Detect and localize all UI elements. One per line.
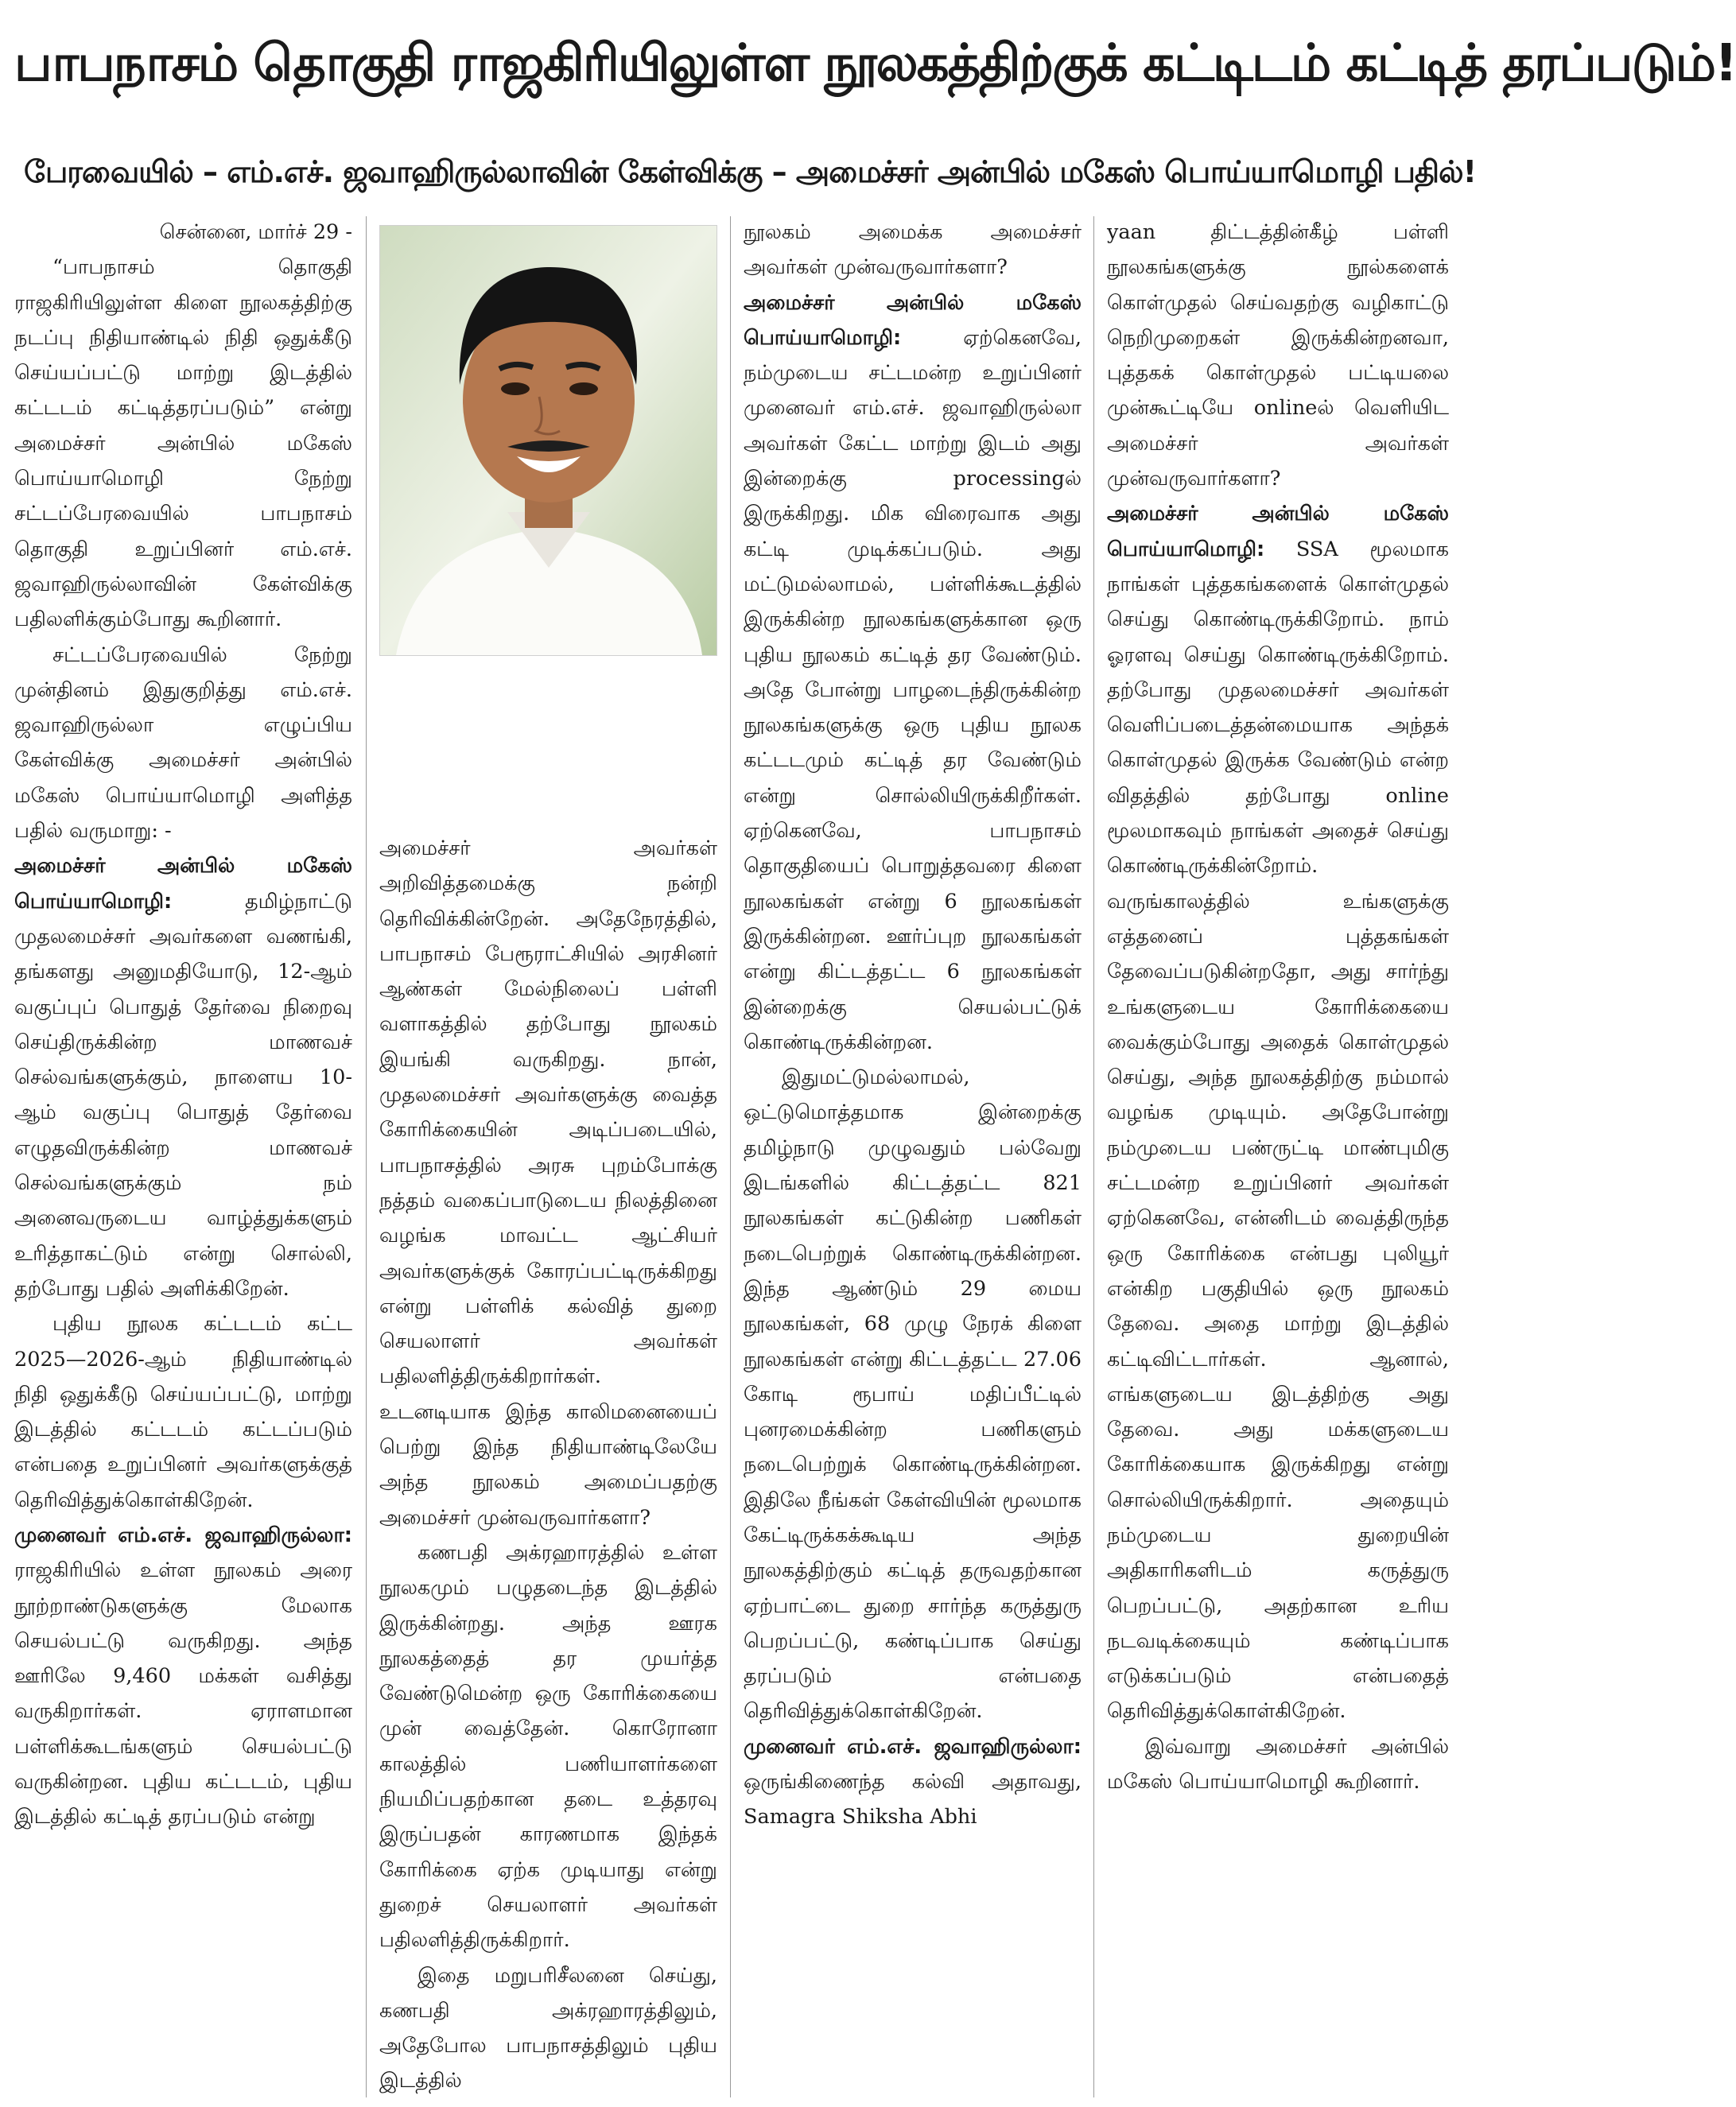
paragraph-text: SSA மூலமாக நாங்கள் புத்தகங்களைக் கொள்முதல் செய்து கொண்டிருக்கிறோம். நாம் ஓரளவு செய்து கொண்டிருக்கிறோம். தற்போது முதலமைச்சர் அவர்கள் வெளிப்படைத்தன்மையாக அந்தக் கொள்முதல் இருக்க வேண்டும் என்ற விதத்தில் தற்போது online மூலமாகவும் நாங்கள் அதைச் செய்து கொண்டிருக்கின்றோம். வருங்காலத்தில் உங்களுக்கு எத்தனைப் புத்தகங்கள் தேவைப்படுகின்றதோ, அது சார்ந்து உங்களுடைய கோரிக்கையை வைக்கும்போது அதைக் கொள்முதல் செய்து, அந்த நூலகத்திற்கு நம்மால் வழங்க முடியும். அதேபோன்று நம்முடைய பண்ருட்டி மாண்புமிகு சட்டமன்ற உறுப்பினர் அவர்கள் ஏற்கெனவே, என்னிடம் வைத்திருந்த ஒரு கோரிக்கை என்பது புலியூர் என்கிற பகுதியில் ஒரு நூலகம் தேவை. அதை மாற்று இடத்தில் கட்டிவிட்டார்கள். ஆனால், எங்களுடைய இடத்திற்கு அது தேவை. அது மக்களுடைய கோரிக்கையாக இருக்கிறது என்று சொல்லியிருக்கிறார். அதையும் நம்முடைய துறையின் அதிகாரிகளிடம் கருத்துரு பெறப்பட்டு, அதற்கான உரிய நடவடிக்கையும் கண்டிப்பாக எடுக்கப்படும் என்பதைத் தெரிவித்துக்கொள்கிறேன். xyxy=(1107,537,1449,1724)
paragraph: yaan திட்டத்தின்கீழ் பள்ளி நூலகங்களுக்கு நூல்களைக் கொள்முதல் செய்வதற்கு வழிகாட்டு நெறிமுறைகள் இருக்கின்றனவா, புத்தகக் கொள்முதல் பட்டியலை முன்கூட்டியே onlineல் வெளியிட அமைச்சர் அவர்கள் முன்வருவார்களா? xyxy=(1107,220,1449,491)
paragraph xyxy=(744,285,1082,1061)
headline: பாபநாசம் தொகுதி ராஜகிரியிலுள்ள நூலகத்திற்குக் கட்டிடம் கட்டித் தரப்படும்! xyxy=(14,34,1736,93)
speaker-label: அமைச்சர் அன்பில் மகேஸ் பொய்யாமொழி: xyxy=(1107,502,1449,561)
paragraph: இதுமட்டுமல்லாமல், ஒட்டுமொத்தமாக இன்றைக்கு தமிழ்நாடு முழுவதும் பல்வேறு இடங்களில் கிட்டத்தட்ட 821 நூலகங்கள் கட்டுகின்ற பணிகள் நடைபெற்றுக் கொண்டிருக்கின்றன. இந்த ஆண்டும் 29 மைய நூலகங்கள், 68 முழு நேரக் கிளை நூலகங்கள் என்று கிட்டத்தட்ட 27.06 கோடி ரூபாய் மதிப்பீட்டில் புனரமைக்கின்ற பணிகளும் நடைபெற்றுக் கொண்டிருக்கின்றன. இதிலே நீங்கள் கேள்வியின் மூலமாக கேட்டிருக்கக்கூடிய அந்த நூலகத்திற்கும் கட்டித் தருவதற்கான ஏற்பாட்டை துறை சார்ந்த கருத்துரு பெறப்பட்டு, கண்டிப்பாக செய்து தரப்படும் என்பதை தெரிவித்துக்கொள்கிறேன். xyxy=(744,1065,1082,1724)
column-divider xyxy=(1093,216,1094,2097)
paragraph xyxy=(744,1729,1082,1835)
dateline: சென்னை, மார்ச் 29 - xyxy=(159,220,352,244)
paragraph: “பாபநாசம் தொகுதி ராஜகிரியிலுள்ள கிளை நூலகத்திற்கு நடப்பு நிதியாண்டில் நிதி ஒதுக்கீடு செய்யப்பட்டு மாற்று இடத்தில் கட்டடம் கட்டித்தரப்படும்” என்று அமைச்சர் அன்பில் மகேஸ் பொய்யாமொழி நேற்று சட்டப்பேரவையில் பாபநாசம் தொகுதி உறுப்பினர் எம்.எச். ஜவாஹிருல்லாவின் கேள்விக்கு பதிலளிக்கும்போது கூறினார். xyxy=(14,255,352,632)
paragraph-text: ஒருங்கிணைந்த கல்வி அதாவது, Samagra Shiksha Abhi xyxy=(744,1770,1082,1830)
speaker-label: அமைச்சர் அன்பில் மகேஸ் பொய்யாமொழி: xyxy=(14,854,352,914)
paragraph xyxy=(14,848,352,1306)
article-column-4 xyxy=(1107,215,1449,2099)
paragraph: இவ்வாறு அமைச்சர் அன்பில் மகேஸ் பொய்யாமொழி கூறினார். xyxy=(1107,1734,1449,1795)
paragraph-text: ஏற்கெனவே, நம்முடைய சட்டமன்ற உறுப்பினர் முனைவர் எம்.எச். ஜவாஹிருல்லா அவர்கள் கேட்ட மாற்று இடம் அது இன்றைக்கு processingல் இருக்கிறது. மிக விரைவாக அது கட்டி முடிக்கப்படும். அது மட்டுமல்லாமல், பள்ளிக்கூடத்தில் இருக்கின்ற நூலகங்களுக்கான ஒரு புதிய நூலகம் கட்டித் தர வேண்டும். அதே போன்று பாழடைந்திருக்கின்ற நூலகங்களுக்கு ஒரு புதிய நூலக கட்டடமும் கட்டித் தர வேண்டும் என்று சொல்லியிருக்கிறீர்கள். ஏற்கெனவே, பாபநாசம் தொகுதியைப் பொறுத்தவரை கிளை நூலகங்கள் என்று 6 நூலகங்கள் இருக்கின்றன. ஊர்ப்புற நூலகங்கள் என்று கிட்டத்தட்ட 6 நூலகங்கள் இன்றைக்கு செயல்பட்டுக் கொண்டிருக்கின்றன. xyxy=(744,325,1082,1054)
article-column-3 xyxy=(744,215,1082,2099)
paragraph xyxy=(14,1518,352,1835)
speaker-label: முனைவர் எம்.எச். ஜவாஹிருல்லா: xyxy=(14,1523,352,1547)
article-column-1 xyxy=(14,215,352,2099)
paragraph: இதை மறுபரிசீலனை செய்து, கணபதி அக்ரஹாரத்திலும், அதேபோல பாபநாசத்திலும் புதிய இடத்தில் xyxy=(379,1963,717,2093)
paragraph: புதிய நூலக கட்டடம் கட்ட 2025—2026-ஆம் நிதியாண்டில் நிதி ஒதுக்கீடு செய்யப்பட்டு, மாற்று இடத்தில் கட்டடம் கட்டப்படும் என்பதை உறுப்பினர் அவர்களுக்குத் தெரிவித்துக்கொள்கிறேன். xyxy=(14,1312,352,1512)
speaker-label: அமைச்சர் அன்பில் மகேஸ் பொய்யாமொழி: xyxy=(744,290,1082,350)
paragraph-text: ராஜகிரியில் உள்ள நூலகம் அரை நூற்றாண்டுகளுக்கு மேலாக செயல்பட்டு வருகிறது. அந்த ஊரிலே 9,460 மக்கள் வசித்து வருகிறார்கள். ஏராளமான பள்ளிக்கூடங்களும் செயல்பட்டு வருகின்றன. புதிய கட்டடம், புதிய இடத்தில் கட்டித் தரப்படும் என்று xyxy=(14,1558,352,1830)
paragraph-text: தமிழ்நாட்டு முதலமைச்சர் அவர்களை வணங்கி, தங்களது அனுமதியோடு, 12-ஆம் வகுப்புப் பொதுத் தேர்வை நிறைவு செய்திருக்கின்ற மாணவச் செல்வங்களுக்கும், நாளைய 10-ஆம் வகுப்பு பொதுத் தேர்வை எழுதவிருக்கின்ற மாணவச் செல்வங்களுக்கும் நம் அனைவருடைய வாழ்த்துக்களும் உரித்தாகட்டும் என்று சொல்லி, தற்போது பதில் அளிக்கிறேன். xyxy=(14,889,352,1301)
paragraph: நூலகம் அமைக்க அமைச்சர் அவர்கள் முன்வருவார்களா? xyxy=(744,220,1082,280)
speaker-label: முனைவர் எம்.எச். ஜவாஹிருல்லா: xyxy=(744,1734,1082,1759)
subheadline: பேரவையில் – எம்.எச். ஜவாஹிருல்லாவின் கேள்விக்கு – அமைச்சர் அன்பில் மகேஸ் பொய்யாமொழி பதில்! xyxy=(24,154,1476,189)
column-divider xyxy=(730,216,731,2097)
article-column-2 xyxy=(379,831,717,2099)
paragraph: சட்டப்பேரவையில் நேற்று முன்தினம் இதுகுறித்து எம்.எச். ஜவாஹிருல்லா எழுப்பிய கேள்விக்கு அமைச்சர் அன்பில் மகேஸ் பொய்யாமொழி அளித்த பதில் வருமாறு: - xyxy=(14,642,352,844)
paragraph: கணபதி அக்ரஹாரத்தில் உள்ள நூலகமும் பழுதடைந்த இடத்தில் இருக்கின்றது. அந்த ஊரக நூலகத்தைத் தர முயர்த்த வேண்டுமென்ற ஒரு கோரிக்கையை முன் வைத்தேன். கொரோனா காலத்தில் பணியாளர்களை நியமிப்பதற்கான தடை உத்தரவு இருப்பதன் காரணமாக இந்தக் கோரிக்கை ஏற்க முடியாது என்று துறைச் செயலாளர் அவர்கள் பதிலளித்திருக்கிறார். xyxy=(379,1540,717,1953)
column-divider xyxy=(366,216,367,2097)
paragraph: அமைச்சர் அவர்கள் அறிவித்தமைக்கு நன்றி தெரிவிக்கின்றேன். அதேநேரத்தில், பாபநாசம் பேரூராட்சியில் அரசினர் ஆண்கள் மேல்நிலைப் பள்ளி வளாகத்தில் தற்போது நூலகம் இயங்கி வருகிறது. நான், முதலமைச்சர் அவர்களுக்கு வைத்த கோரிக்கையின் அடிப்படையில், பாபநாசத்தில் அரசு புறம்போக்கு நத்தம் வகைப்பாடுடைய நிலத்தினை வழங்க மாவட்ட ஆட்சியர் அவர்களுக்குக் கோரப்பட்டிருக்கிறது என்று பள்ளிக் கல்வித் துறை செயலாளர் அவர்கள் பதிலளித்திருக்கிறார்கள். உடனடியாக இந்த காலிமனையைப் பெற்று இந்த நிதியாண்டிலேயே அந்த நூலகம் அமைப்பதற்கு அமைச்சர் முன்வருவார்களா? xyxy=(379,836,717,1530)
paragraph xyxy=(1107,496,1449,1729)
portrait-photo xyxy=(379,225,717,656)
